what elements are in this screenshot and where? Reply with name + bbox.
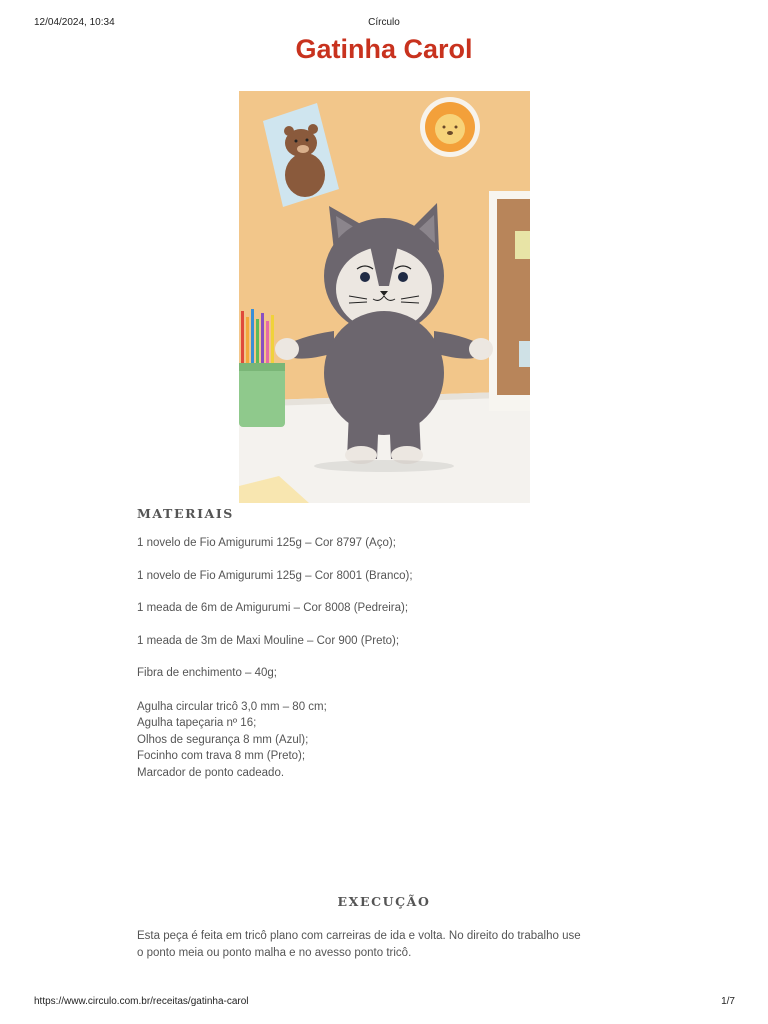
tools-block [137, 699, 657, 782]
execution-text [137, 928, 637, 961]
material-item: 1 meada de 6m de Amigurumi – Cor 8008 (Pedreira); [137, 602, 409, 614]
print-site-name: Círculo [368, 17, 400, 28]
print-url: https://www.circulo.com.br/receitas/gatinha-carol [34, 996, 249, 1007]
page-number: 1/7 [721, 996, 735, 1007]
tool-item: Marcador de ponto cadeado. [137, 766, 285, 779]
tool-item: Agulha tapeçaria nº 16; [137, 717, 257, 729]
execution-heading: EXECUÇÃO [337, 894, 431, 909]
product-photo [239, 91, 530, 503]
materials-heading: MATERIAIS [137, 506, 234, 521]
tool-item: Olhos de segurança 8 mm (Azul); [137, 733, 309, 746]
execution-line: Esta peça é feita em tricô plano com carreiras de ida e volta. No direito do trabalho use [137, 930, 581, 942]
material-item: 1 novelo de Fio Amigurumi 125g – Cor 8001 (Branco); [137, 569, 413, 582]
material-item: 1 meada de 3m de Maxi Mouline – Cor 900 (Preto); [137, 634, 400, 647]
tool-item: Agulha circular tricô 3,0 mm – 80 cm; [137, 700, 327, 713]
execution-line: o ponto meia ou ponto malha e no avesso ponto tricô. [137, 946, 412, 959]
tool-item: Focinho com trava 8 mm (Preto); [137, 750, 306, 762]
print-datetime: 12/04/2024, 10:34 [34, 17, 115, 28]
materials-list [137, 536, 657, 781]
page-title: Gatinha Carol [295, 34, 473, 64]
material-item: Fibra de enchimento – 40g; [137, 667, 278, 679]
material-item: 1 novelo de Fio Amigurumi 125g – Cor 8797 (Aço); [137, 537, 396, 549]
